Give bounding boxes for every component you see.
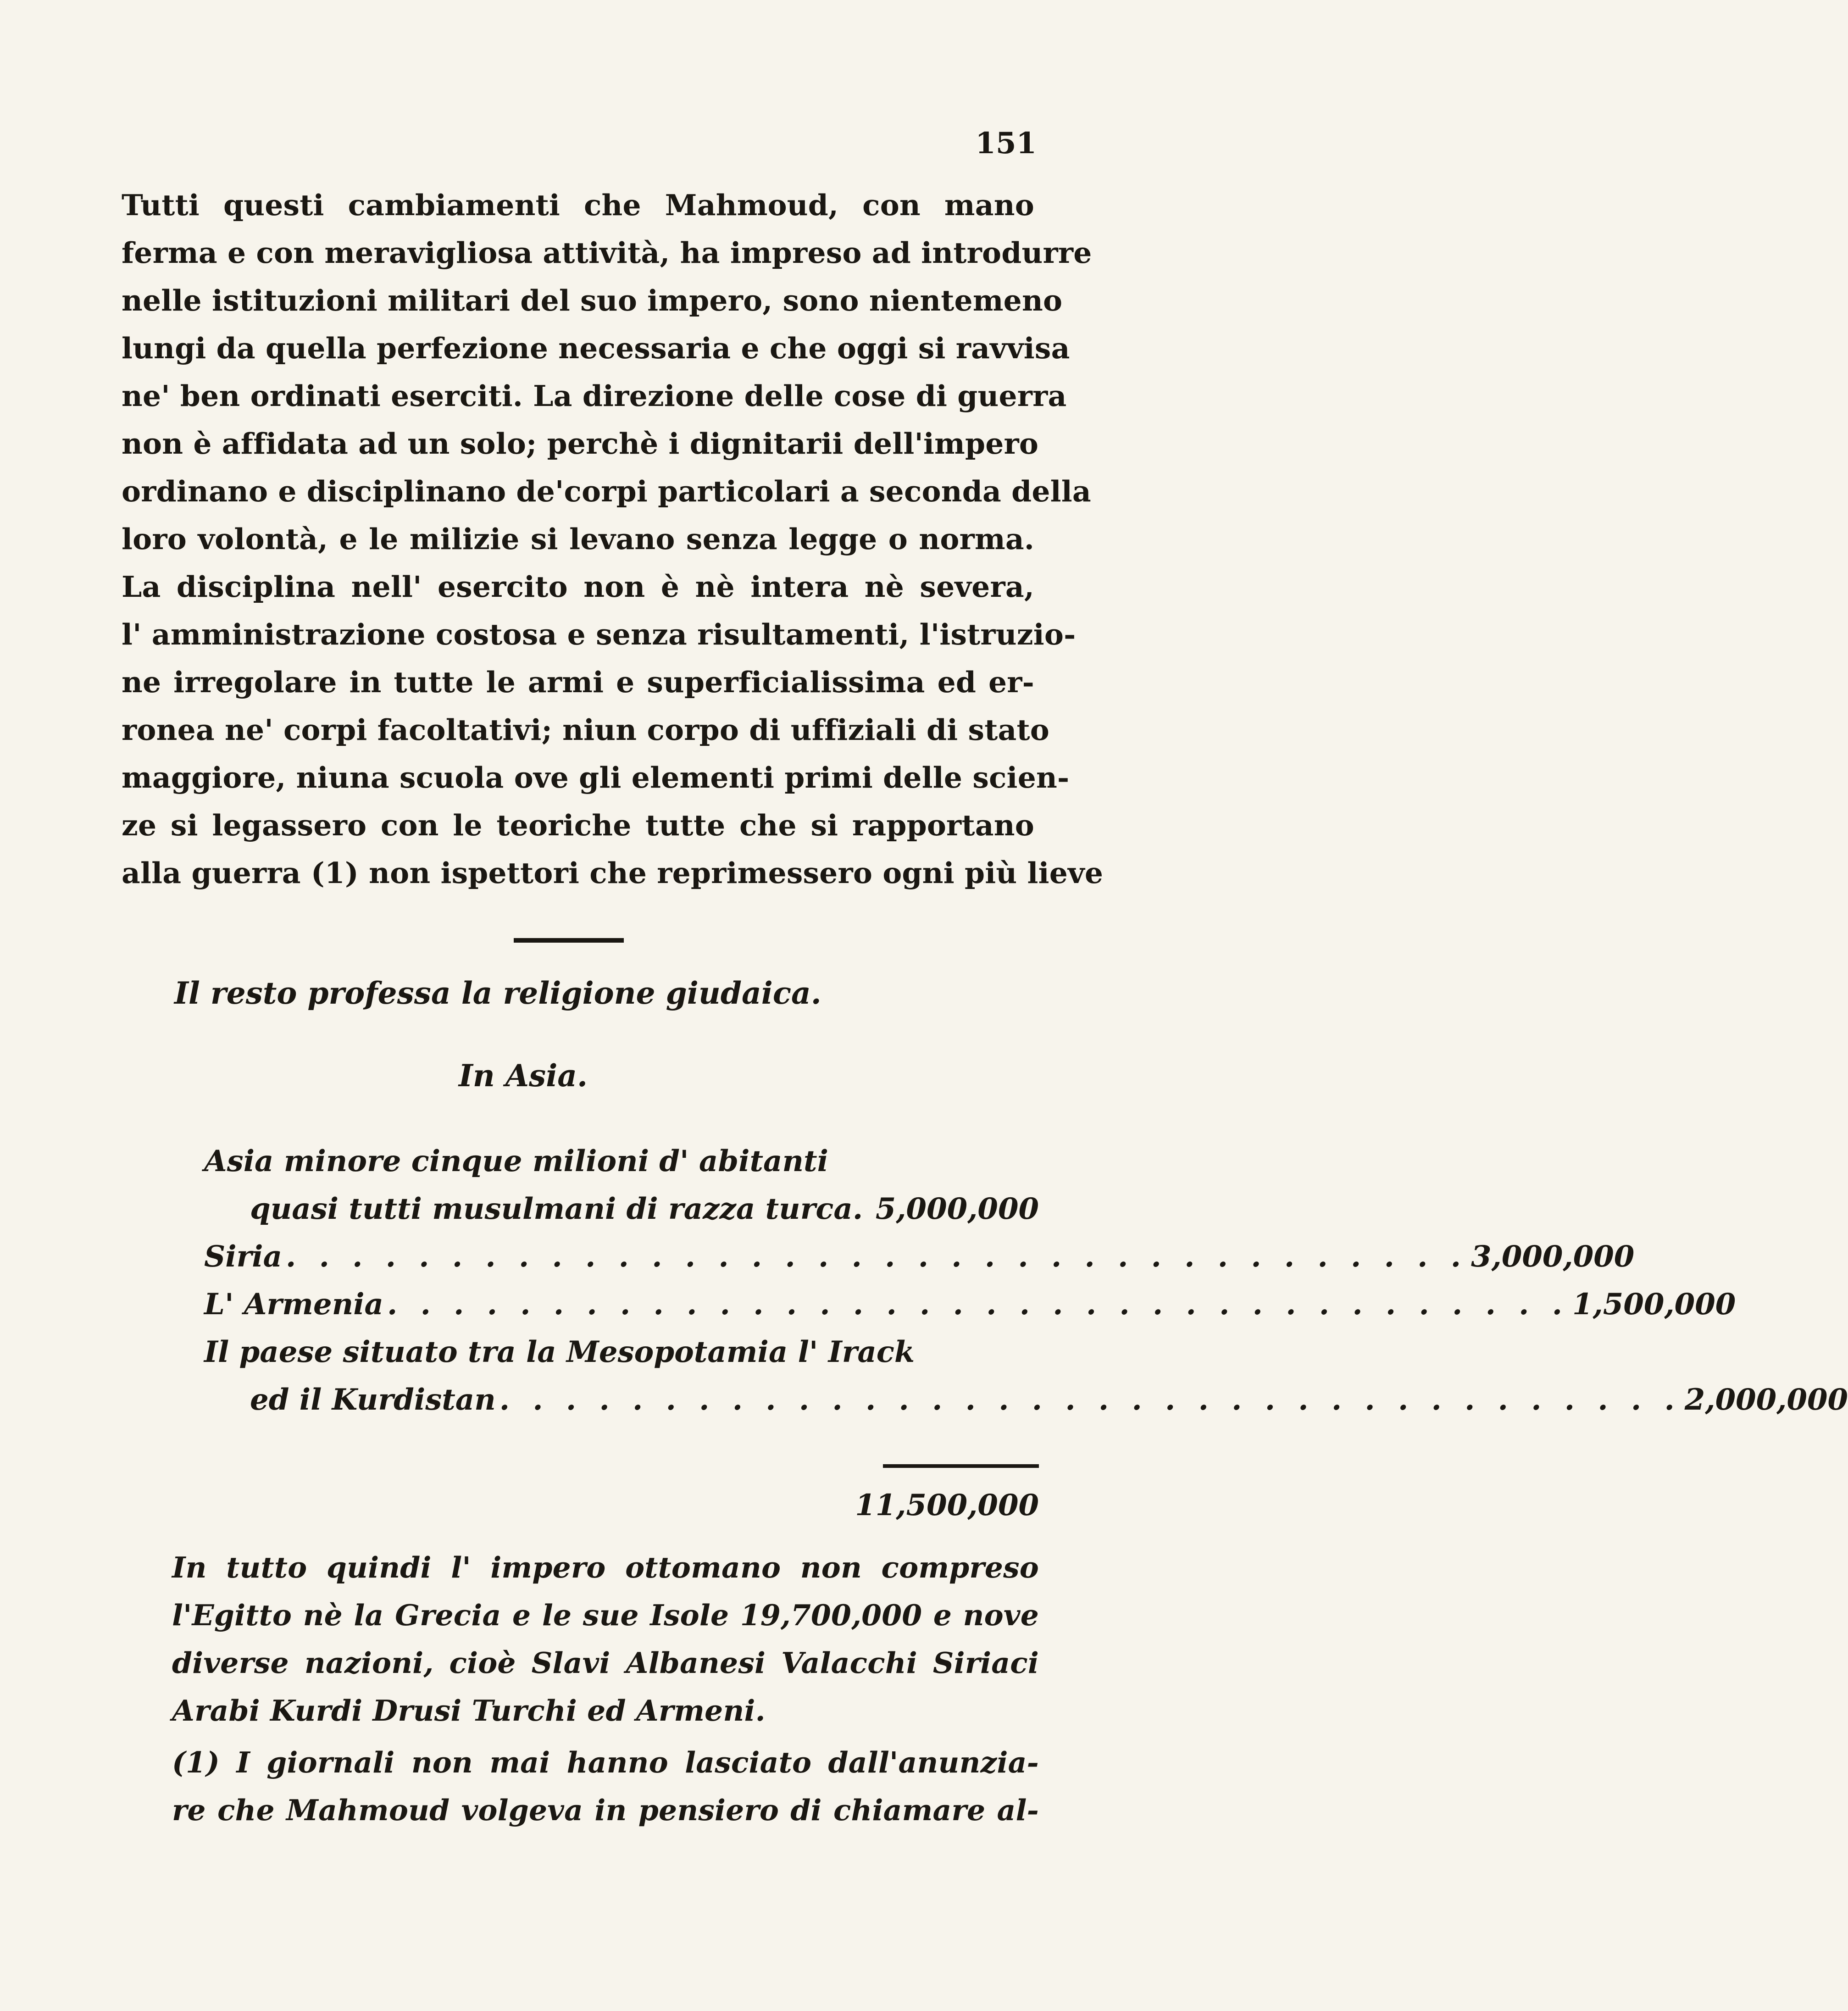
population-row	[204, 1233, 1635, 1281]
main-text-block	[122, 181, 1104, 897]
population-value: 5,000,000	[875, 1192, 1039, 1226]
text-line: maggiore, niuna scuola ove gli elementi primi delle scien-	[122, 761, 1070, 794]
population-total: 11,500,000	[855, 1488, 1039, 1522]
population-row	[204, 1281, 1736, 1328]
section-heading: In Asia.	[459, 1058, 588, 1094]
text-line: non è affidata ad un solo; perchè i dignitarii dell'impero	[122, 427, 1039, 461]
text-line: ordinano e disciplinano de'corpi particolari a seconda della	[122, 474, 1091, 508]
footnote-line: (1) I giornali non mai hanno lasciato dall'anunzia-	[172, 1745, 1039, 1779]
text-line: l' amministrazione costosa e senza risultamenti, l'istruzio-	[122, 617, 1076, 651]
region-label: ed il Kurdistan	[250, 1383, 496, 1417]
leader-dots: . . . . . . . . . . . . . . . . . . . . . . . . . . . . . . . . . . . .	[387, 1287, 1569, 1322]
population-table	[204, 1138, 1848, 1424]
population-row	[204, 1376, 1848, 1424]
summary-line: In tutto quindi l' impero ottomano non compreso	[172, 1550, 1039, 1584]
summary-text	[172, 1544, 1039, 1734]
population-value: 3,000,000	[1471, 1239, 1635, 1274]
region-label: L' Armenia	[204, 1287, 383, 1322]
population-row	[204, 1185, 1039, 1233]
text-line: loro volontà, e le milizie si levano senza legge o norma.	[122, 522, 1034, 556]
text-line: ze si legassero con le teoriche tutte che si rapportano	[122, 808, 1034, 842]
text-line: ronea ne' corpi facoltativi; niun corpo di uffiziali di stato	[122, 713, 1050, 747]
population-value: 1,500,000	[1572, 1287, 1736, 1322]
region-label: Il paese situato tra la Mesopotamia l' Irack	[204, 1335, 915, 1369]
region-label: Asia minore cinque milioni d' abitanti	[204, 1144, 828, 1178]
footnote-text	[172, 1739, 1039, 1834]
text-line: Tutti questi cambiamenti che Mahmoud, con mano	[122, 188, 1034, 222]
population-value: 2,000,000	[1684, 1383, 1848, 1417]
summary-line: diverse nazioni, cioè Slavi Albanesi Valacchi Siriaci	[172, 1646, 1039, 1680]
total-rule	[883, 1464, 1039, 1468]
leader-dots: . . . . . . . . . . . . . . . . . . . . . . . . . . . . . . . . . . . .	[499, 1383, 1681, 1417]
footnote-heading: Il resto professa la religione giudaica.	[174, 975, 821, 1011]
text-line: La disciplina nell' esercito non è nè intera nè severa,	[122, 570, 1034, 604]
text-line: ne irregolare in tutte le armi e superficialissima ed er-	[122, 665, 1034, 699]
leader-dots: . . . . . . . . . . . . . . . . . . . . . . . . . . . . . . . . . . . .	[286, 1239, 1467, 1274]
summary-line: l'Egitto nè la Grecia e le sue Isole 19,700,000 e nove	[172, 1598, 1039, 1632]
summary-line: Arabi Kurdi Drusi Turchi ed Armeni.	[172, 1694, 766, 1728]
population-row	[204, 1328, 1039, 1376]
region-label: Siria	[204, 1239, 283, 1274]
population-row	[204, 1138, 1039, 1185]
footnote-line: re che Mahmoud volgeva in pensiero di chiamare al-	[172, 1793, 1039, 1827]
region-label: quasi tutti musulmani di razza turca.	[250, 1192, 863, 1226]
text-line: alla guerra (1) non ispettori che reprimessero ogni più lieve	[122, 856, 1104, 890]
text-line: lungi da quella perfezione necessaria e che oggi si ravvisa	[122, 331, 1070, 365]
text-line: ne' ben ordinati eserciti. La direzione delle cose di guerra	[122, 379, 1067, 413]
text-line: ferma e con meravigliosa attività, ha impreso ad introdurre	[122, 236, 1092, 270]
text-line: nelle istituzioni militari del suo impero, sono nientemeno	[122, 283, 1063, 317]
page-number: 151	[975, 126, 1037, 161]
section-rule	[514, 938, 624, 943]
